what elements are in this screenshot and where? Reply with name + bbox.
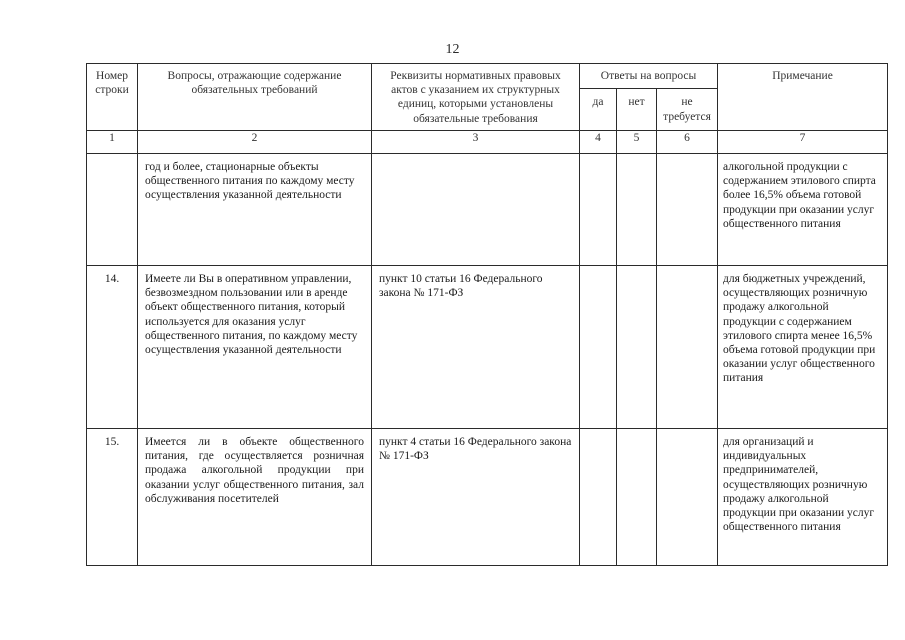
header-not-required: не требуется <box>657 89 718 131</box>
table-row <box>87 266 888 429</box>
row-note: алкогольной продукции с содержанием этилового спирта более 16,5% объема готовой продукции при оказании услуг общественного питания <box>718 154 888 266</box>
header-note: Примечание <box>718 64 888 131</box>
row-note: для организаций и индивидуальных предпринимателей, осуществляющих розничную продажу алкогольной продукции при оказании услуг общественного питания <box>718 429 888 566</box>
answer-not-required-cell <box>657 429 718 566</box>
requirements-checklist-table <box>86 63 888 566</box>
page-number: 12 <box>445 42 460 57</box>
table-row <box>87 429 888 566</box>
column-number: 3 <box>372 131 580 154</box>
row-question: Имеете ли Вы в оперативном управлении, безвозмездном пользовании или в аренде объект общественного питания, который используется для оказания услуг общественного питания, по каждому месту осуществления указанной деятельности <box>138 266 372 429</box>
column-number: 6 <box>657 131 718 154</box>
answer-yes-cell <box>580 429 617 566</box>
row-requisites: пункт 10 статьи 16 Федерального закона № 171-ФЗ <box>372 266 580 429</box>
header-row-main <box>87 64 888 89</box>
column-number: 4 <box>580 131 617 154</box>
answer-not-required-cell <box>657 266 718 429</box>
answer-yes-cell <box>580 154 617 266</box>
header-answers: Ответы на вопросы <box>580 64 718 89</box>
row-question: Имеется ли в объекте общественного питания, где осуществляется розничная продажа алкогольной продукции при оказании услуг общественного питания, зал обслуживания посетителей <box>138 429 372 566</box>
answer-no-cell <box>617 266 657 429</box>
column-number: 2 <box>138 131 372 154</box>
answer-not-required-cell <box>657 154 718 266</box>
answer-no-cell <box>617 429 657 566</box>
table-row <box>87 154 888 266</box>
row-note: для бюджетных учреждений, осуществляющих розничную продажу алкогольной продукции с содержанием этилового спирта менее 16,5% объема готовой продукции при оказании услуг общественного питания <box>718 266 888 429</box>
answer-no-cell <box>617 154 657 266</box>
header-requisites: Реквизиты нормативных правовых актов с указанием их структурных единиц, которыми установлены обязательные требования <box>372 64 580 131</box>
column-number: 7 <box>718 131 888 154</box>
row-number: 15. <box>87 429 138 566</box>
header-row-number: Номер строки <box>87 64 138 131</box>
header-questions: Вопросы, отражающие содержание обязательных требований <box>138 64 372 131</box>
header-yes: да <box>580 89 617 131</box>
row-requisites <box>372 154 580 266</box>
row-question: год и более, стационарные объекты общественного питания по каждому месту осуществления указанной деятельности <box>138 154 372 266</box>
column-number: 5 <box>617 131 657 154</box>
row-number <box>87 154 138 266</box>
row-requisites: пункт 4 статьи 16 Федерального закона № 171-ФЗ <box>372 429 580 566</box>
column-number: 1 <box>87 131 138 154</box>
row-number: 14. <box>87 266 138 429</box>
column-number-row <box>87 131 888 154</box>
answer-yes-cell <box>580 266 617 429</box>
header-no: нет <box>617 89 657 131</box>
